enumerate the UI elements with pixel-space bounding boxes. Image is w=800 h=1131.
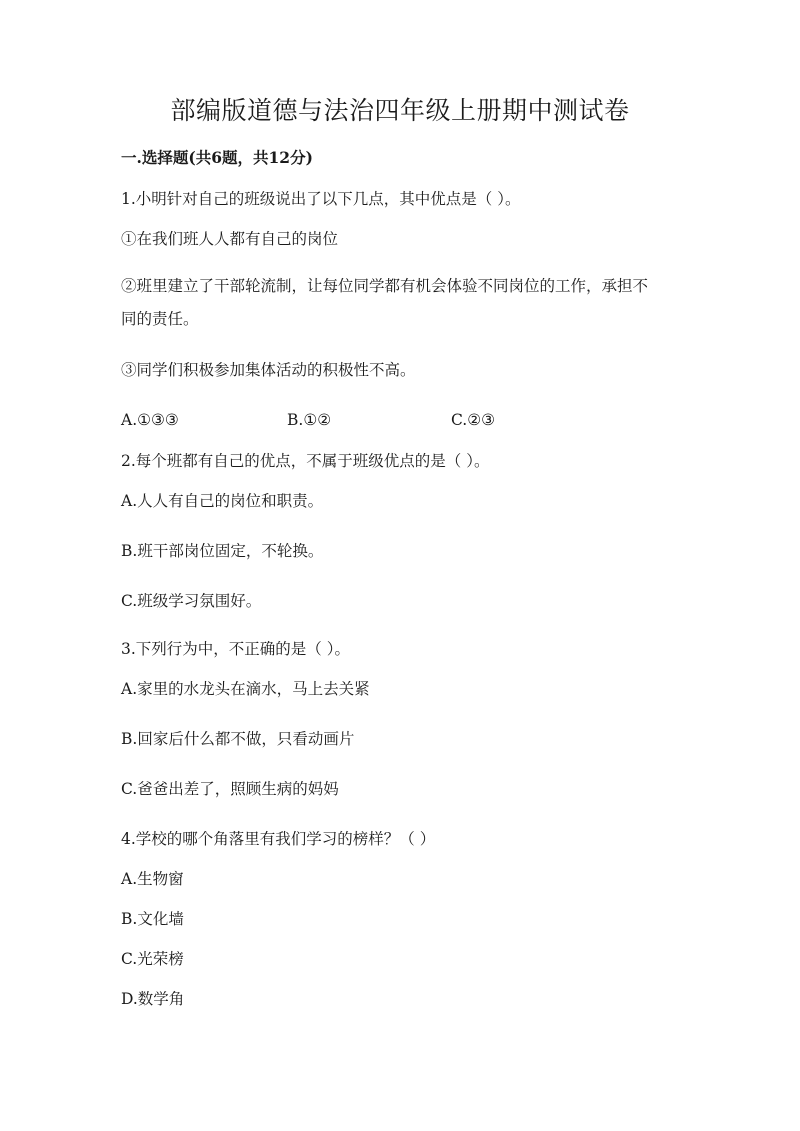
question-2-option-b[interactable]: B.班干部岗位固定，不轮换。 <box>121 542 324 560</box>
question-3-option-c[interactable]: C.爸爸出差了，照顾生病的妈妈 <box>121 780 339 798</box>
question-2-stem: 2.每个班都有自己的优点，不属于班级优点的是（ ）。 <box>121 452 490 470</box>
question-3-option-a[interactable]: A.家里的水龙头在滴水，马上去关紧 <box>121 680 370 698</box>
question-4-option-a[interactable]: A.生物窗 <box>121 870 184 888</box>
question-1-stem: 1.小明针对自己的班级说出了以下几点，其中优点是（ ）。 <box>121 190 521 208</box>
question-4-option-c[interactable]: C.光荣榜 <box>121 950 184 968</box>
question-1-statement-3: ③同学们积极参加集体活动的积极性不高。 <box>121 361 416 379</box>
question-3-stem: 3.下列行为中，不正确的是（ ）。 <box>121 640 350 658</box>
question-1-statement-2: ②班里建立了干部轮流制，让每位同学都有机会体验不同岗位的工作，承担不 <box>121 277 649 295</box>
question-2-option-a[interactable]: A.人人有自己的岗位和职责。 <box>121 492 324 510</box>
question-2-option-c[interactable]: C.班级学习氛围好。 <box>121 592 262 610</box>
page-title: 部编版道德与法治四年级上册期中测试卷 <box>170 96 630 125</box>
question-4-option-b[interactable]: B.文化墙 <box>121 910 184 928</box>
section-heading: 一.选择题(共6题，共12分) <box>121 148 313 167</box>
question-4-option-d[interactable]: D.数学角 <box>121 990 185 1008</box>
question-1-option-b[interactable]: B.①② <box>287 411 332 429</box>
question-1-statement-2-continued: 同的责任。 <box>121 310 199 328</box>
question-1-option-a[interactable]: A.①③③ <box>121 411 179 429</box>
question-3-option-b[interactable]: B.回家后什么都不做，只看动画片 <box>121 730 355 748</box>
question-1-option-c[interactable]: C.②③ <box>451 411 496 429</box>
question-1-statement-1: ①在我们班人人都有自己的岗位 <box>121 230 339 248</box>
question-4-stem: 4.学校的哪个角落里有我们学习的榜样？（ ） <box>121 830 436 848</box>
